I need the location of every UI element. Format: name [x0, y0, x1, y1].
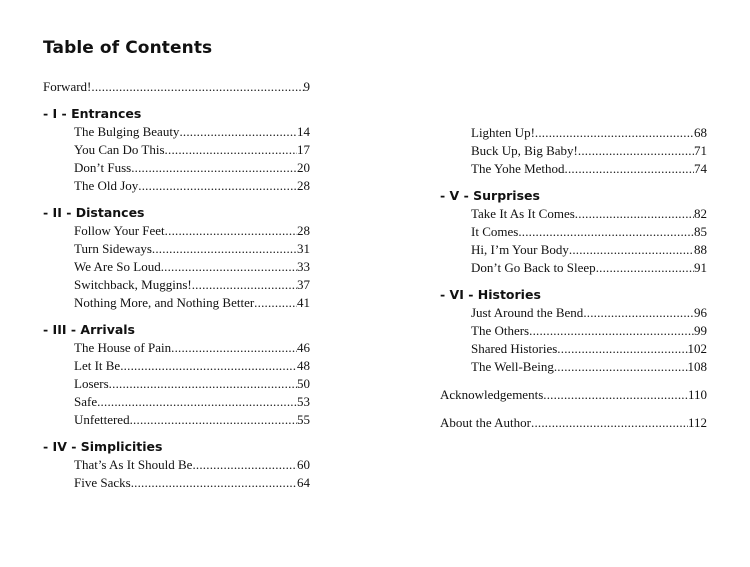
entry-title: Let It Be — [74, 358, 121, 373]
toc-entry[interactable] — [43, 474, 310, 492]
toc-entry[interactable] — [43, 357, 310, 375]
entry-title: Forward! — [43, 79, 92, 94]
entry-page: 46 — [297, 340, 310, 355]
entry-title: Buck Up, Big Baby! — [471, 143, 578, 158]
entry-page: 53 — [297, 394, 310, 409]
entry-page: 91 — [694, 260, 707, 275]
page-title: Table of Contents — [43, 38, 213, 58]
entry-title: The Bulging Beauty — [74, 124, 180, 139]
dot-leader — [535, 124, 694, 142]
toc-entry[interactable] — [43, 123, 310, 141]
entry-page: 31 — [297, 241, 310, 256]
section-heading-i: - I - Entrances — [43, 106, 142, 121]
entry-title: Just Around the Bend — [471, 305, 584, 320]
entry-page: 68 — [694, 125, 707, 140]
dot-leader — [120, 357, 297, 375]
entry-page: 55 — [297, 412, 310, 427]
entry-title: Safe — [74, 394, 98, 409]
entry-page: 85 — [694, 224, 707, 239]
toc-entry[interactable] — [43, 411, 310, 429]
entry-title: Acknowledgements — [440, 387, 544, 402]
entry-title: Shared Histories — [471, 341, 558, 356]
toc-entry[interactable] — [43, 294, 310, 312]
entry-title: That’s As It Should Be — [74, 457, 193, 472]
toc-entry[interactable] — [440, 322, 707, 340]
entry-page: 20 — [297, 160, 310, 175]
entry-title: The Yohe Method — [471, 161, 565, 176]
dot-leader — [596, 259, 694, 277]
dot-leader — [531, 414, 688, 432]
toc-entry[interactable] — [440, 223, 707, 241]
entry-title: Losers — [74, 376, 109, 391]
toc-entry[interactable] — [43, 393, 310, 411]
entry-title: It Comes — [471, 224, 519, 239]
dot-leader — [138, 177, 297, 195]
dot-leader — [165, 222, 297, 240]
section-heading-vi: - VI - Histories — [440, 287, 541, 302]
entry-title: The Old Joy — [74, 178, 139, 193]
entry-title: About the Author — [440, 415, 531, 430]
entry-title: Turn Sideways — [74, 241, 152, 256]
toc-entry[interactable] — [43, 141, 310, 159]
entry-page: 14 — [297, 124, 310, 139]
dot-leader — [131, 474, 297, 492]
dot-leader — [557, 340, 687, 358]
toc-right-column — [440, 124, 707, 432]
toc-entry-about-author[interactable] — [440, 414, 707, 432]
entry-page: 108 — [687, 359, 707, 374]
dot-leader — [171, 339, 297, 357]
dot-leader — [97, 393, 297, 411]
entry-title: Nothing More, and Nothing Better — [74, 295, 255, 310]
entry-page: 48 — [297, 358, 310, 373]
dot-leader — [565, 160, 694, 178]
dot-leader — [91, 78, 303, 96]
dot-leader — [192, 276, 297, 294]
entry-title: The House of Pain — [74, 340, 172, 355]
entry-title: Don’t Fuss — [74, 160, 132, 175]
toc-entry[interactable] — [43, 177, 310, 195]
dot-leader — [569, 241, 694, 259]
entry-page: 99 — [694, 323, 707, 338]
toc-entry[interactable] — [43, 339, 310, 357]
toc-entry[interactable] — [43, 375, 310, 393]
dot-leader — [192, 456, 297, 474]
entry-page: 82 — [694, 206, 707, 221]
dot-leader — [529, 322, 694, 340]
toc-entry[interactable] — [440, 124, 707, 142]
dot-leader — [575, 205, 694, 223]
entry-page: 96 — [694, 305, 707, 320]
entry-page: 28 — [297, 178, 310, 193]
dot-leader — [578, 142, 694, 160]
toc-entry[interactable] — [440, 160, 707, 178]
entry-page: 50 — [297, 376, 310, 391]
toc-entry[interactable] — [43, 240, 310, 258]
entry-page: 9 — [303, 79, 310, 94]
entry-page: 74 — [694, 161, 707, 176]
section-heading-iii: - III - Arrivals — [43, 322, 136, 337]
toc-entry[interactable] — [440, 259, 707, 277]
entry-page: 33 — [297, 259, 310, 274]
dot-leader — [254, 294, 297, 312]
dot-leader — [518, 223, 694, 241]
section-heading-iv: - IV - Simplicities — [43, 439, 163, 454]
entry-title: Hi, I’m Your Body — [471, 242, 569, 257]
dot-leader — [543, 386, 688, 404]
entry-title: Follow Your Feet — [74, 223, 165, 238]
toc-entry[interactable] — [440, 142, 707, 160]
dot-leader — [161, 258, 297, 276]
entry-title: We Are So Loud — [74, 259, 161, 274]
entry-page: 71 — [694, 143, 707, 158]
entry-page: 17 — [297, 142, 310, 157]
toc-left-column — [43, 78, 310, 492]
toc-entry[interactable] — [43, 258, 310, 276]
entry-title: Take It As It Comes — [471, 206, 575, 221]
entry-title: Don’t Go Back to Sleep — [471, 260, 596, 275]
entry-page: 41 — [297, 295, 310, 310]
entry-page: 28 — [297, 223, 310, 238]
dot-leader — [554, 358, 688, 376]
entry-title: The Others — [471, 323, 530, 338]
entry-page: 112 — [687, 415, 707, 430]
entry-title: Switchback, Muggins! — [74, 277, 192, 292]
entry-title: Unfettered — [74, 412, 130, 427]
toc-entry[interactable] — [440, 241, 707, 259]
section-heading-ii: - II - Distances — [43, 205, 145, 220]
dot-leader — [109, 375, 297, 393]
entry-title: The Well-Being — [471, 359, 554, 374]
toc-entry[interactable] — [440, 358, 707, 376]
toc-entry[interactable] — [440, 205, 707, 223]
section-heading-v: - V - Surprises — [440, 188, 540, 203]
entry-page: 110 — [687, 387, 707, 402]
entry-page: 37 — [297, 277, 310, 292]
toc-entry[interactable] — [440, 304, 707, 322]
dot-leader — [131, 159, 297, 177]
entry-title: You Can Do This — [74, 142, 165, 157]
entry-page: 88 — [694, 242, 707, 257]
dot-leader — [152, 240, 297, 258]
dot-leader — [179, 123, 297, 141]
toc-entry-forward[interactable] — [43, 78, 310, 96]
entry-title: Lighten Up! — [471, 125, 535, 140]
dot-leader — [165, 141, 297, 159]
toc-entry[interactable] — [43, 159, 310, 177]
entry-page: 60 — [297, 457, 310, 472]
dot-leader — [130, 411, 297, 429]
toc-entry-acknowledgements[interactable] — [440, 386, 707, 404]
entry-page: 64 — [297, 475, 310, 490]
toc-entry[interactable] — [43, 276, 310, 294]
toc-entry[interactable] — [440, 340, 707, 358]
entry-title: Five Sacks — [74, 475, 131, 490]
toc-entry[interactable] — [43, 456, 310, 474]
entry-page: 102 — [687, 341, 707, 356]
dot-leader — [583, 304, 694, 322]
toc-entry[interactable] — [43, 222, 310, 240]
